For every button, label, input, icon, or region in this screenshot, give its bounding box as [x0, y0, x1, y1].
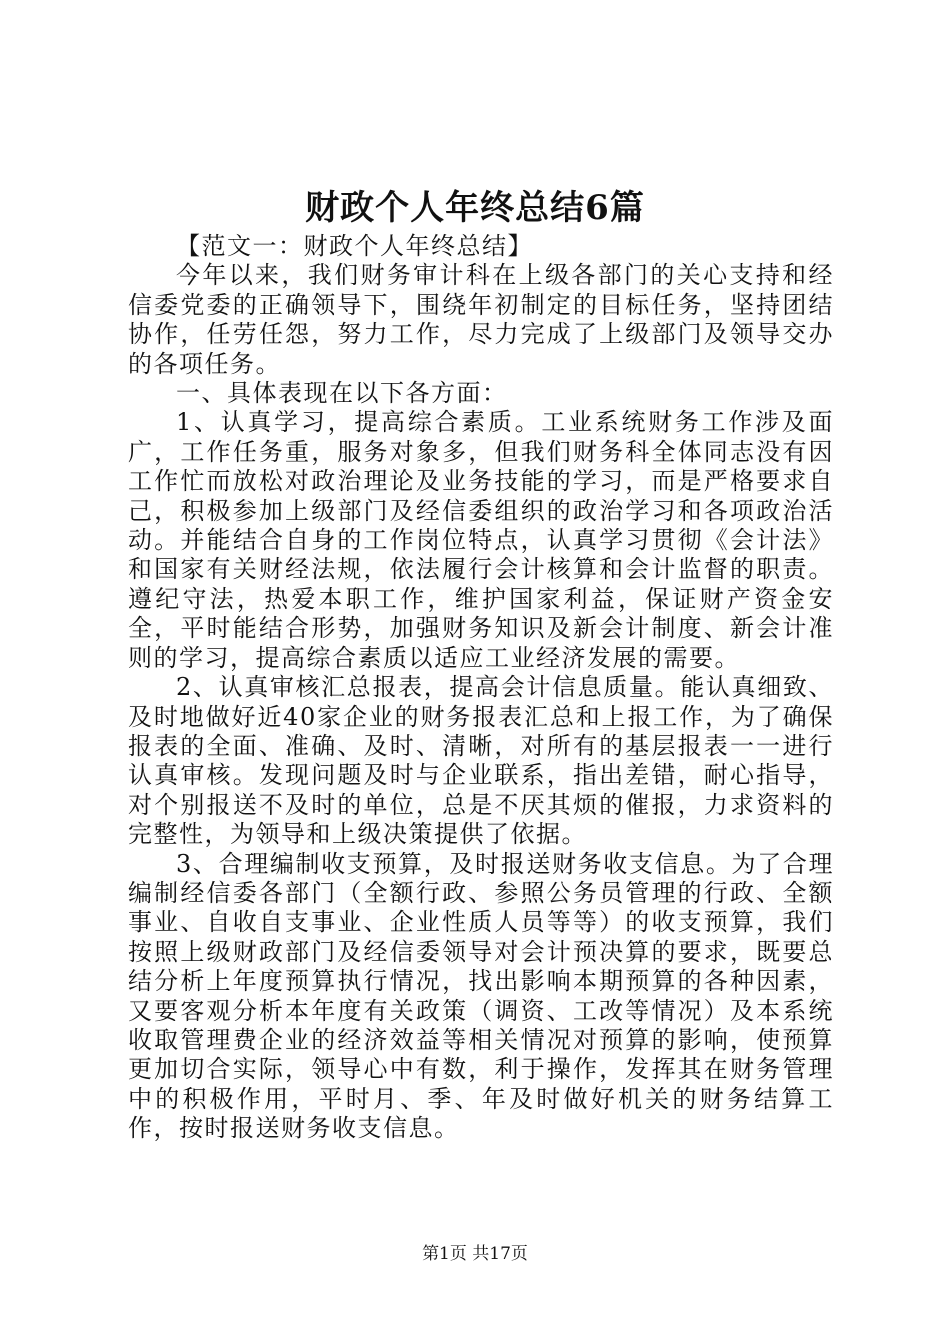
page-footer: 第1页 共17页 — [422, 1244, 528, 1264]
paragraph-intro: 今年以来，我们财务审计科在上级各部门的关心支持和经信委党委的正确领导下，围绕年初制定的目标任务，坚持团结协作，任劳任怨，努力工作，尽力完成了上级部门及领导交办的各项任务。 — [128, 261, 834, 378]
document-body — [128, 232, 834, 1144]
paragraph-item-1: 1、认真学习，提高综合素质。工业系统财务工作涉及面广，工作任务重，服务对象多，但我们财务科全体同志没有因工作忙而放松对政治理论及业务技能的学习，而是严格要求自己，积极参加上级部门及经信委组织的政治学习和各项政治活动。并能结合自身的工作岗位特点，认真学习贯彻《会计法》和国家有关财经法规，依法履行会计核算和会计监督的职责。遵纪守法，热爱本职工作，维护国家利益，保证财产资金安全，平时能结合形势，加强财务知识及新会计制度、新会计准则的学习，提高综合素质以适应工业经济发展的需要。 — [128, 408, 834, 672]
paragraph-item-2: 2、认真审核汇总报表，提高会计信息质量。能认真细致、及时地做好近40家企业的财务报表汇总和上报工作，为了确保报表的全面、准确、及时、清晰，对所有的基层报表一一进行认真审核。发现问题及时与企业联系，指出差错，耐心指导，对个别报送不及时的单位，总是不厌其烦的催报，力求资料的完整性，为领导和上级决策提供了依据。 — [128, 673, 834, 849]
paragraph-item-3: 3、合理编制收支预算，及时报送财务收支信息。为了合理编制经信委各部门（全额行政、参照公务员管理的行政、全额事业、自收自支事业、企业性质人员等等）的收支预算，我们按照上级财政部门及经信委领导对会计预决算的要求，既要总结分析上年度预算执行情况，找出影响本期预算的各种因素，又要客观分析本年度有关政策（调资、工改等情况）及本系统收取管理费企业的经济效益等相关情况对预算的影响，使预算更加切合实际，领导心中有数，利于操作，发挥其在财务管理中的积极作用，平时月、季、年及时做好机关的财务结算工作，按时报送财务收支信息。 — [128, 849, 834, 1143]
section-heading-performance: 一、具体表现在以下各方面： — [176, 379, 508, 408]
section-heading-fanwen-1: 【范文一：财政个人年终总结】 — [176, 232, 533, 260]
document-title: 财政个人年终总结6篇 — [305, 188, 645, 228]
